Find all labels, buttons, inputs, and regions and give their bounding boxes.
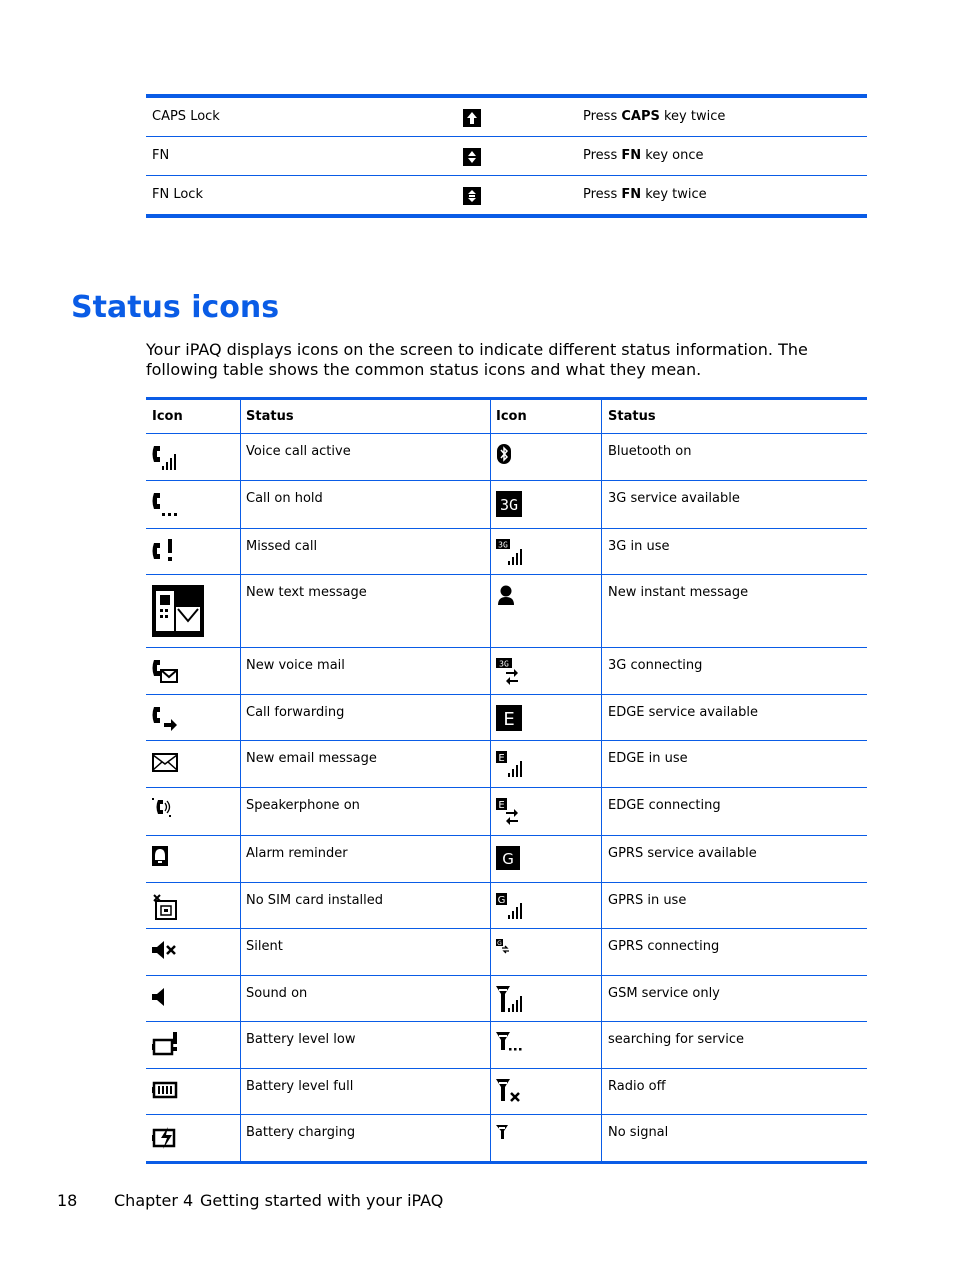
searching-service-icon [496,1032,523,1059]
svg-text:G: G [497,895,506,906]
footer-chapter-title: Getting started with your iPAQ [200,1191,444,1210]
table-row [146,695,867,741]
key-name: CAPS Lock [152,109,220,124]
table-row [146,929,867,976]
battery-charging-icon [152,1125,179,1152]
instruction-prefix: Press [583,109,622,124]
table-row [146,976,867,1022]
3g-connecting-icon [496,658,523,685]
status-text: No signal [608,1125,669,1140]
table-row [146,788,867,836]
edge-connecting-icon [496,798,523,825]
status-text: Voice call active [246,444,351,459]
status-text: GPRS in use [608,893,687,908]
svg-text:3G: 3G [498,540,508,550]
svg-text:G: G [497,940,502,947]
instruction-suffix: key once [641,148,704,163]
svg-text:E: E [498,800,505,811]
status-text: No SIM card installed [246,893,384,908]
status-text: GPRS connecting [608,939,720,954]
3g-in-use-icon [496,539,523,566]
status-text: Alarm reminder [246,846,348,861]
new-text-message-icon [152,585,204,637]
status-text: New email message [246,751,377,766]
no-signal-antenna-icon [496,1125,508,1139]
no-sim-icon [152,893,179,920]
footer-chapter: Chapter 4 [114,1191,194,1210]
status-text: 3G service available [608,491,740,506]
status-text: Battery charging [246,1125,356,1140]
status-text: New instant message [608,585,749,600]
status-text: Battery level full [246,1079,354,1094]
key-instruction [583,109,725,124]
battery-low-icon [152,1032,179,1059]
instruction-key: CAPS [621,109,660,124]
svg-text:E: E [503,709,515,730]
status-icons-table [146,397,867,1164]
table-row [146,575,867,648]
header-icon: Icon [496,409,527,424]
key-row [146,137,867,176]
key-instruction [583,148,703,163]
speakerphone-icon [152,798,172,818]
header-status: Status [246,409,294,424]
key-row [146,176,867,214]
status-text: EDGE in use [608,751,688,766]
status-text: Radio off [608,1079,666,1094]
status-text: Bluetooth on [608,444,692,459]
instant-message-icon [496,585,516,607]
intro-paragraph: Your iPAQ displays icons on the screen to indicate different status information. The following table shows the common status icons and what they mean. [146,340,808,379]
status-text: Silent [246,939,283,954]
status-text: 3G in use [608,539,670,554]
table-row [146,1022,867,1069]
keys-table [146,94,867,218]
svg-text:E: E [498,753,505,764]
status-text: Call on hold [246,491,323,506]
voice-call-active-icon [152,444,179,471]
status-text: New voice mail [246,658,345,673]
table-row [146,434,867,481]
status-text: searching for service [608,1032,744,1047]
status-text: GSM service only [608,986,720,1001]
table-row [146,648,867,695]
table-row [146,529,867,575]
key-name: FN [152,148,170,163]
bluetooth-icon [496,444,512,464]
instruction-prefix: Press [583,148,622,163]
table-row [146,883,867,929]
key-row [146,98,867,137]
status-text: EDGE service available [608,705,759,720]
missed-call-icon [152,539,179,566]
table-row [146,481,867,529]
header-icon: Icon [152,409,183,424]
table-header-row [146,400,867,434]
svg-text:3G: 3G [499,496,519,514]
gprs-connecting-icon [496,939,510,954]
call-on-hold-icon [152,491,179,518]
caps-lock-arrow-icon [463,109,481,127]
gsm-only-icon [496,986,523,1013]
table-row [146,1115,867,1161]
page-number: 18 [57,1191,78,1210]
alarm-bell-icon [152,846,168,866]
instruction-suffix: key twice [641,187,707,202]
fn-lock-arrows-icon [463,187,481,205]
voice-mail-icon [152,658,179,685]
header-status: Status [608,409,656,424]
table-row [146,741,867,788]
status-text: GPRS service available [608,846,757,861]
radio-off-icon [496,1079,523,1106]
table-row [146,836,867,883]
gprs-in-use-icon [496,893,523,920]
status-text: New text message [246,585,367,600]
table-row [146,1069,867,1115]
call-forwarding-icon [152,705,179,732]
status-text: EDGE connecting [608,798,721,813]
status-text: Sound on [246,986,308,1001]
instruction-prefix: Press [583,187,622,202]
section-title: Status icons [71,290,280,325]
status-text: Speakerphone on [246,798,360,813]
edge-in-use-icon [496,751,523,778]
instruction-suffix: key twice [659,109,726,124]
status-text: 3G connecting [608,658,703,673]
status-text: Missed call [246,539,318,554]
3g-service-icon [496,491,522,517]
email-envelope-icon [152,751,179,778]
gprs-service-icon [496,846,520,870]
battery-full-icon [152,1079,179,1106]
silent-speaker-icon [152,939,178,961]
key-instruction [583,187,707,202]
fn-arrows-icon [463,148,481,166]
svg-text:3G: 3G [499,659,509,669]
instruction-key: FN [621,148,642,163]
status-text: Battery level low [246,1032,356,1047]
sound-on-speaker-icon [152,986,166,1008]
instruction-key: FN [621,187,642,202]
key-name: FN Lock [152,187,203,202]
status-text: Call forwarding [246,705,345,720]
edge-service-icon [496,705,522,731]
svg-text:G: G [502,850,514,868]
